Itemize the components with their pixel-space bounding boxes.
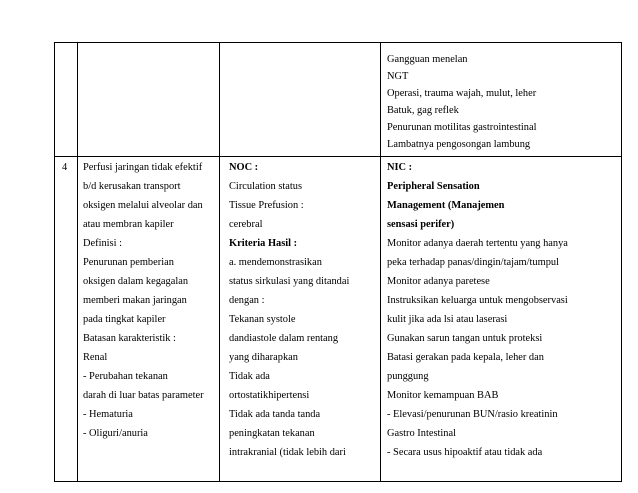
col4-text-line: Gangguan menelan — [387, 54, 468, 65]
diagnosis-line: Renal — [83, 352, 108, 363]
nic-line: punggung — [387, 371, 429, 382]
row-number: 4 — [62, 162, 68, 173]
noc-line: Circulation status — [229, 181, 303, 192]
noc-line: cerebral — [229, 219, 263, 230]
diagnosis-line: b/d kerusakan transport — [83, 181, 181, 192]
noc-line: a. mendemonstrasikan — [229, 257, 322, 268]
column-divider-1 — [77, 42, 78, 482]
nic-line: - Secara usus hipoaktif atau tidak ada — [387, 447, 543, 458]
noc-line: status sirkulasi yang ditandai — [229, 276, 350, 287]
noc-line: Tissue Prefusion : — [229, 200, 304, 211]
noc-line: Tekanan systole — [229, 314, 296, 325]
row-divider — [54, 156, 622, 157]
diagnosis-line: Perfusi jaringan tidak efektif — [83, 162, 203, 173]
table-border-left — [54, 42, 55, 482]
diagnosis-line: - Hematuria — [83, 409, 133, 420]
noc-line: dengan : — [229, 295, 265, 306]
nic-line: Monitor adanya daerah tertentu yang hanya — [387, 238, 568, 249]
noc-line: peningkatan tekanan — [229, 428, 315, 439]
nic-line: - Elevasi/penurunan BUN/rasio kreatinin — [387, 409, 558, 420]
noc-line: Tidak ada tanda tanda — [229, 409, 321, 420]
diagnosis-line: Penurunan pemberian — [83, 257, 174, 268]
table-border-right — [621, 42, 622, 482]
col4-text-line: Lambatnya pengosongan lambung — [387, 139, 531, 150]
diagnosis-line: atau membran kapiler — [83, 219, 174, 230]
nic-line: Gunakan sarun tangan untuk proteksi — [387, 333, 543, 344]
col4-text-line: NGT — [387, 71, 409, 82]
nic-subheading: sensasi perifer) — [387, 219, 455, 230]
diagnosis-line: Batasan karakteristik : — [83, 333, 176, 344]
table-border-bottom — [54, 481, 622, 482]
table-border-top — [54, 42, 622, 43]
nic-subheading: Management (Manajemen — [387, 200, 505, 211]
nic-line: Monitor adanya paretese — [387, 276, 490, 287]
diagnosis-line: pada tingkat kapiler — [83, 314, 166, 325]
nic-line: Batasi gerakan pada kepala, leher dan — [387, 352, 544, 363]
nic-line: Instruksikan keluarga untuk mengobservasi — [387, 295, 568, 306]
diagnosis-line: oksigen melalui alveolar dan — [83, 200, 203, 211]
noc-line: yang diharapkan — [229, 352, 298, 363]
column-divider-3 — [380, 42, 381, 482]
diagnosis-line: darah di luar batas parameter — [83, 390, 204, 401]
nic-line: peka terhadap panas/dingin/tajam/tumpul — [387, 257, 559, 268]
nic-subheading: Peripheral Sensation — [387, 181, 480, 192]
nic-line: Monitor kemampuan BAB — [387, 390, 499, 401]
noc-heading: NOC : — [229, 162, 259, 173]
col4-text-line: Batuk, gag reflek — [387, 105, 459, 116]
care-plan-table — [54, 42, 622, 482]
noc-line: Tidak ada — [229, 371, 270, 382]
diagnosis-line: memberi makan jaringan — [83, 295, 187, 306]
diagnosis-line: oksigen dalam kegagalan — [83, 276, 189, 287]
col4-text-line: Penurunan motilitas gastrointestinal — [387, 122, 537, 133]
noc-line: intrakranial (tidak lebih dari — [229, 447, 346, 458]
diagnosis-line: - Oliguri/anuria — [83, 428, 148, 439]
diagnosis-line: Definisi : — [83, 238, 122, 249]
noc-line: dandiastole dalam rentang — [229, 333, 339, 344]
column-divider-2 — [219, 42, 220, 482]
noc-criteria-heading: Kriteria Hasil : — [229, 238, 298, 249]
diagnosis-line: - Perubahan tekanan — [83, 371, 168, 382]
nic-line: kulit jika ada lsi atau laserasi — [387, 314, 508, 325]
col4-text-line: Operasi, trauma wajah, mulut, leher — [387, 88, 537, 99]
noc-line: ortostatikhipertensi — [229, 390, 310, 401]
nic-line: Gastro Intestinal — [387, 428, 456, 439]
nic-heading: NIC : — [387, 162, 413, 173]
